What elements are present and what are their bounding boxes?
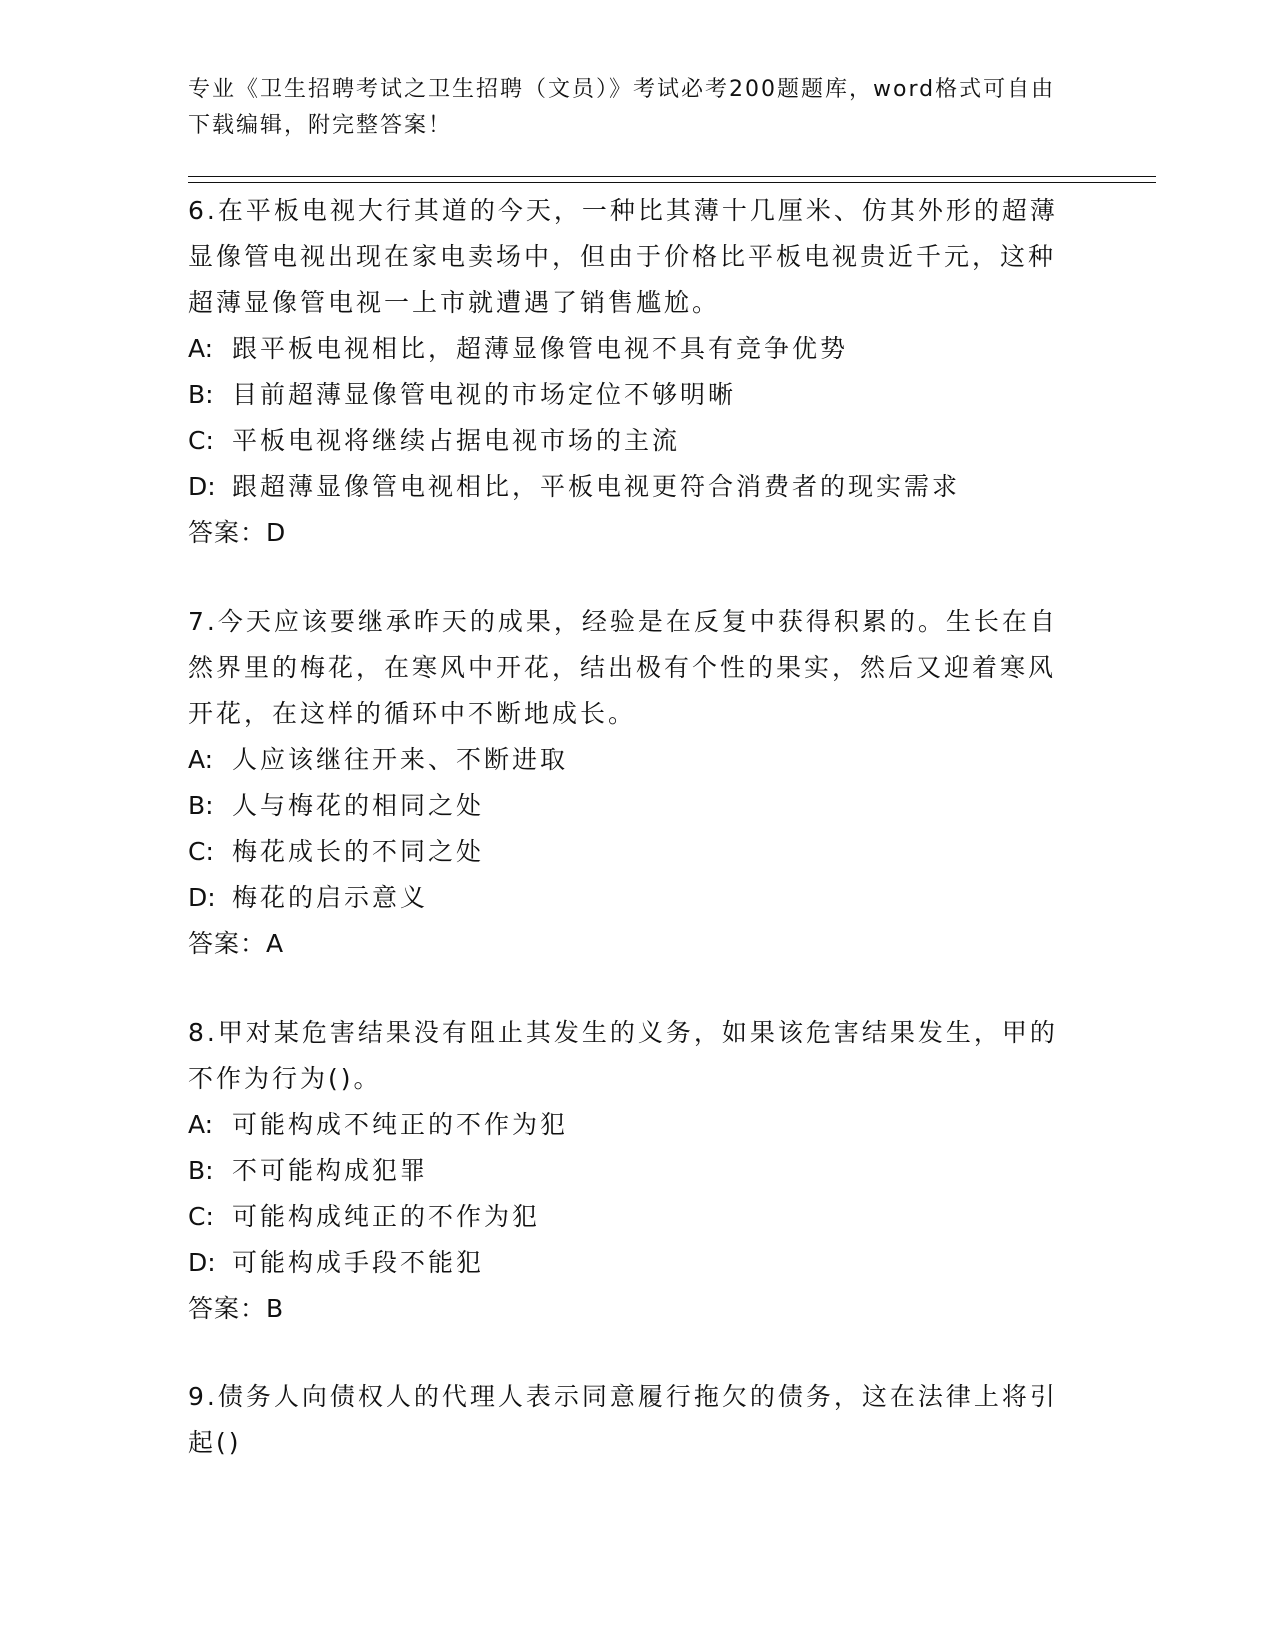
option-text: 梅花的启示意义: [232, 883, 429, 912]
option-a: [188, 1102, 1068, 1148]
document-header: 专业《卫生招聘考试之卫生招聘（文员）》考试必考200题题库，word格式可自由下载编辑，附完整答案！: [188, 77, 1056, 138]
option-letter: B:: [188, 1156, 214, 1185]
option-letter: A:: [188, 1110, 214, 1139]
option-a: [188, 326, 1068, 372]
option-text: 可能构成不纯正的不作为犯: [232, 1110, 569, 1139]
option-letter: A:: [188, 745, 214, 774]
question-7: [188, 599, 1068, 967]
option-d: [188, 875, 1068, 921]
option-letter: C:: [188, 1202, 214, 1231]
option-letter: D:: [188, 883, 216, 912]
option-b: [188, 783, 1068, 829]
answer-line: 答案：B: [188, 1294, 285, 1323]
question-stem: 6.在平板电视大行其道的今天，一种比其薄十几厘米、仿其外形的超薄显像管电视出现在家电卖场中，但由于价格比平板电视贵近千元，这种超薄显像管电视一上市就遭遇了销售尴尬。: [188, 196, 1058, 317]
question-stem: 7.今天应该要继承昨天的成果，经验是在反复中获得积累的。生长在自然界里的梅花，在寒风中开花，结出极有个性的果实，然后又迎着寒风开花，在这样的循环中不断地成长。: [188, 607, 1058, 728]
option-text: 人与梅花的相同之处: [232, 791, 485, 820]
option-a: [188, 737, 1068, 783]
option-text: 可能构成纯正的不作为犯: [232, 1202, 541, 1231]
option-text: 梅花成长的不同之处: [232, 837, 485, 866]
option-letter: D:: [188, 1248, 216, 1277]
question-stem: 8.甲对某危害结果没有阻止其发生的义务，如果该危害结果发生，甲的不作为行为()。: [188, 1018, 1058, 1093]
option-b: [188, 1148, 1068, 1194]
answer-line: 答案：D: [188, 518, 287, 547]
question-stem: 9.债务人向债权人的代理人表示同意履行拖欠的债务，这在法律上将引起(): [188, 1382, 1058, 1457]
option-letter: D:: [188, 472, 216, 501]
header-divider-bottom: [188, 182, 1156, 183]
option-text: 目前超薄显像管电视的市场定位不够明晰: [232, 380, 737, 409]
option-text: 平板电视将继续占据电视市场的主流: [232, 426, 681, 455]
option-b: [188, 372, 1068, 418]
question-8: [188, 1010, 1068, 1332]
option-letter: C:: [188, 426, 214, 455]
option-text: 可能构成手段不能犯: [232, 1248, 485, 1277]
question-6: [188, 188, 1068, 556]
option-text: 不可能构成犯罪: [232, 1156, 429, 1185]
answer-line: 答案：A: [188, 929, 285, 958]
option-d: [188, 1240, 1068, 1286]
option-c: [188, 829, 1068, 875]
option-text: 人应该继往开来、不断进取: [232, 745, 569, 774]
option-letter: B:: [188, 380, 214, 409]
question-9: [188, 1374, 1068, 1466]
header-divider-top: [188, 176, 1156, 177]
option-d: [188, 464, 1068, 510]
option-letter: A:: [188, 334, 214, 363]
option-text: 跟平板电视相比，超薄显像管电视不具有竞争优势: [232, 334, 849, 363]
option-c: [188, 418, 1068, 464]
option-letter: C:: [188, 837, 214, 866]
option-c: [188, 1194, 1068, 1240]
option-letter: B:: [188, 791, 214, 820]
option-text: 跟超薄显像管电视相比，平板电视更符合消费者的现实需求: [232, 472, 961, 501]
